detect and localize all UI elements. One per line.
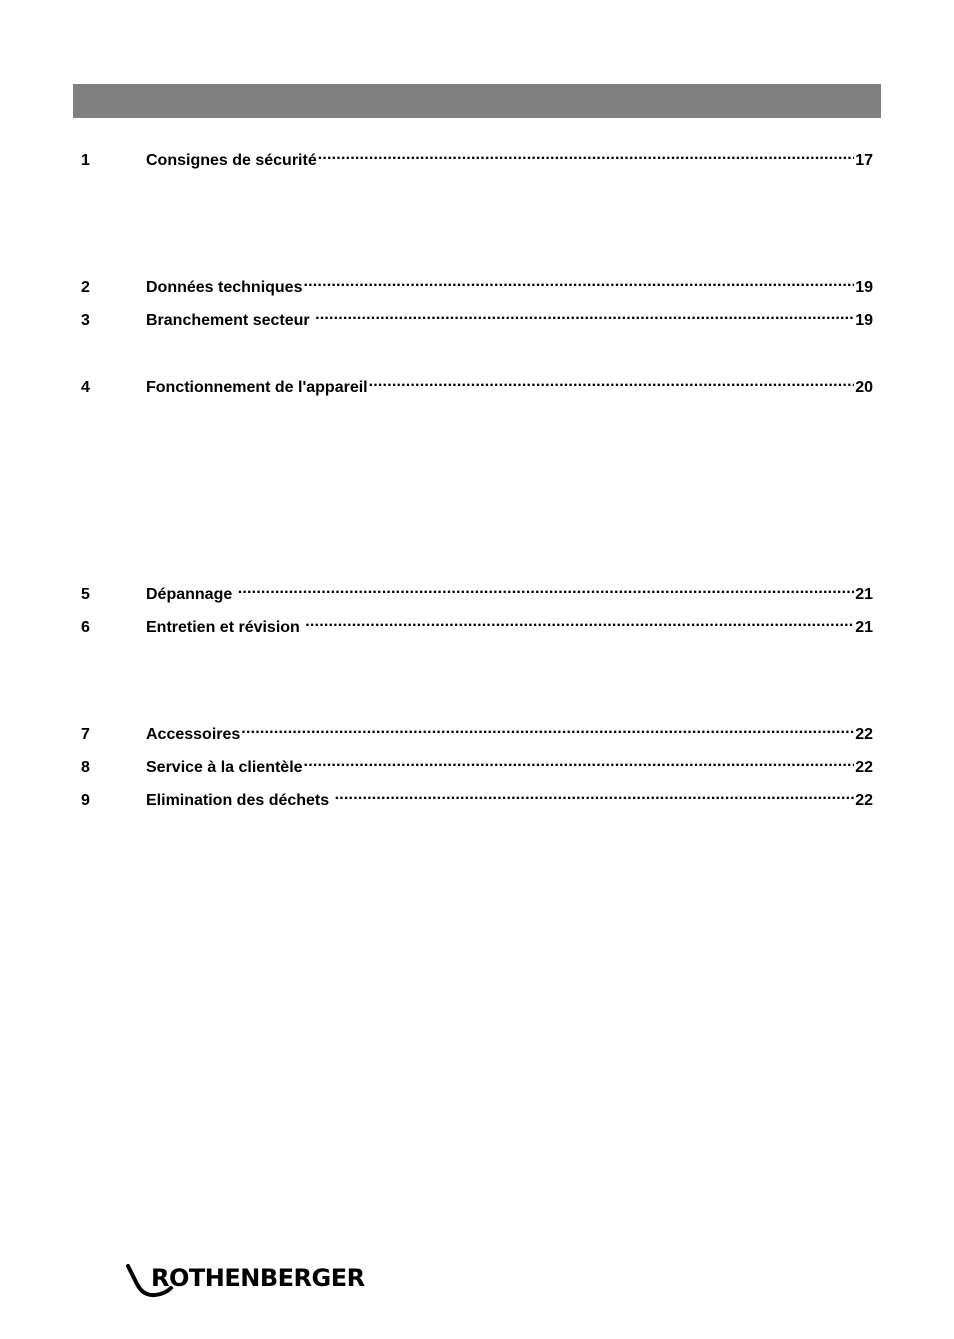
toc-entry-1[interactable] (81, 145, 873, 169)
toc-page-number: 19 (855, 279, 873, 296)
toc-number: 5 (81, 586, 90, 603)
toc-entry-3[interactable] (81, 305, 873, 329)
toc-page-number: 22 (855, 792, 873, 809)
toc-title: Entretien et révision (146, 619, 305, 636)
toc-leader-dots (241, 719, 854, 739)
toc-number: 2 (81, 279, 90, 296)
toc-page-number: 20 (855, 379, 873, 396)
toc-title: Accessoires (146, 726, 241, 743)
toc-leader-dots (238, 579, 855, 599)
rothenberger-logo (125, 1262, 365, 1300)
toc-number: 9 (81, 792, 90, 809)
toc-number: 1 (81, 152, 90, 169)
toc-page-number: 17 (855, 152, 873, 169)
toc-entry-2[interactable] (81, 272, 873, 296)
toc-entry-9[interactable] (81, 785, 873, 809)
toc-title: Consignes de sécurité (146, 152, 317, 169)
toc-entry-6[interactable] (81, 612, 873, 636)
toc-leader-dots (305, 612, 854, 632)
toc-number: 8 (81, 759, 90, 776)
toc-page-number: 21 (855, 619, 873, 636)
toc-leader-dots (335, 785, 855, 805)
toc-title: Service à la clientèle (146, 759, 303, 776)
toc-leader-dots (369, 372, 855, 392)
toc-entry-5[interactable] (81, 579, 873, 603)
toc-number: 3 (81, 312, 90, 329)
toc-entry-7[interactable] (81, 719, 873, 743)
toc-title: Dépannage (146, 586, 237, 603)
toc-entry-4[interactable] (81, 372, 873, 396)
toc-title: Elimination des déchets (146, 792, 334, 809)
toc-leader-dots (315, 305, 854, 325)
toc-page-number: 22 (855, 726, 873, 743)
toc-leader-dots (303, 272, 854, 292)
toc-title: Branchement secteur (146, 312, 315, 329)
toc-leader-dots (318, 145, 854, 165)
toc-number: 6 (81, 619, 90, 636)
toc-leader-dots (304, 752, 855, 772)
toc-entry-8[interactable] (81, 752, 873, 776)
toc-number: 7 (81, 726, 90, 743)
toc-title: Données techniques (146, 279, 303, 296)
toc-page-number: 21 (855, 586, 873, 603)
header-bar (73, 84, 881, 118)
logo-text: ROTHENBERGER (151, 1264, 365, 1292)
toc-page-number: 22 (855, 759, 873, 776)
toc-title: Fonctionnement de l'appareil (146, 379, 368, 396)
toc-number: 4 (81, 379, 90, 396)
toc-page-number: 19 (855, 312, 873, 329)
